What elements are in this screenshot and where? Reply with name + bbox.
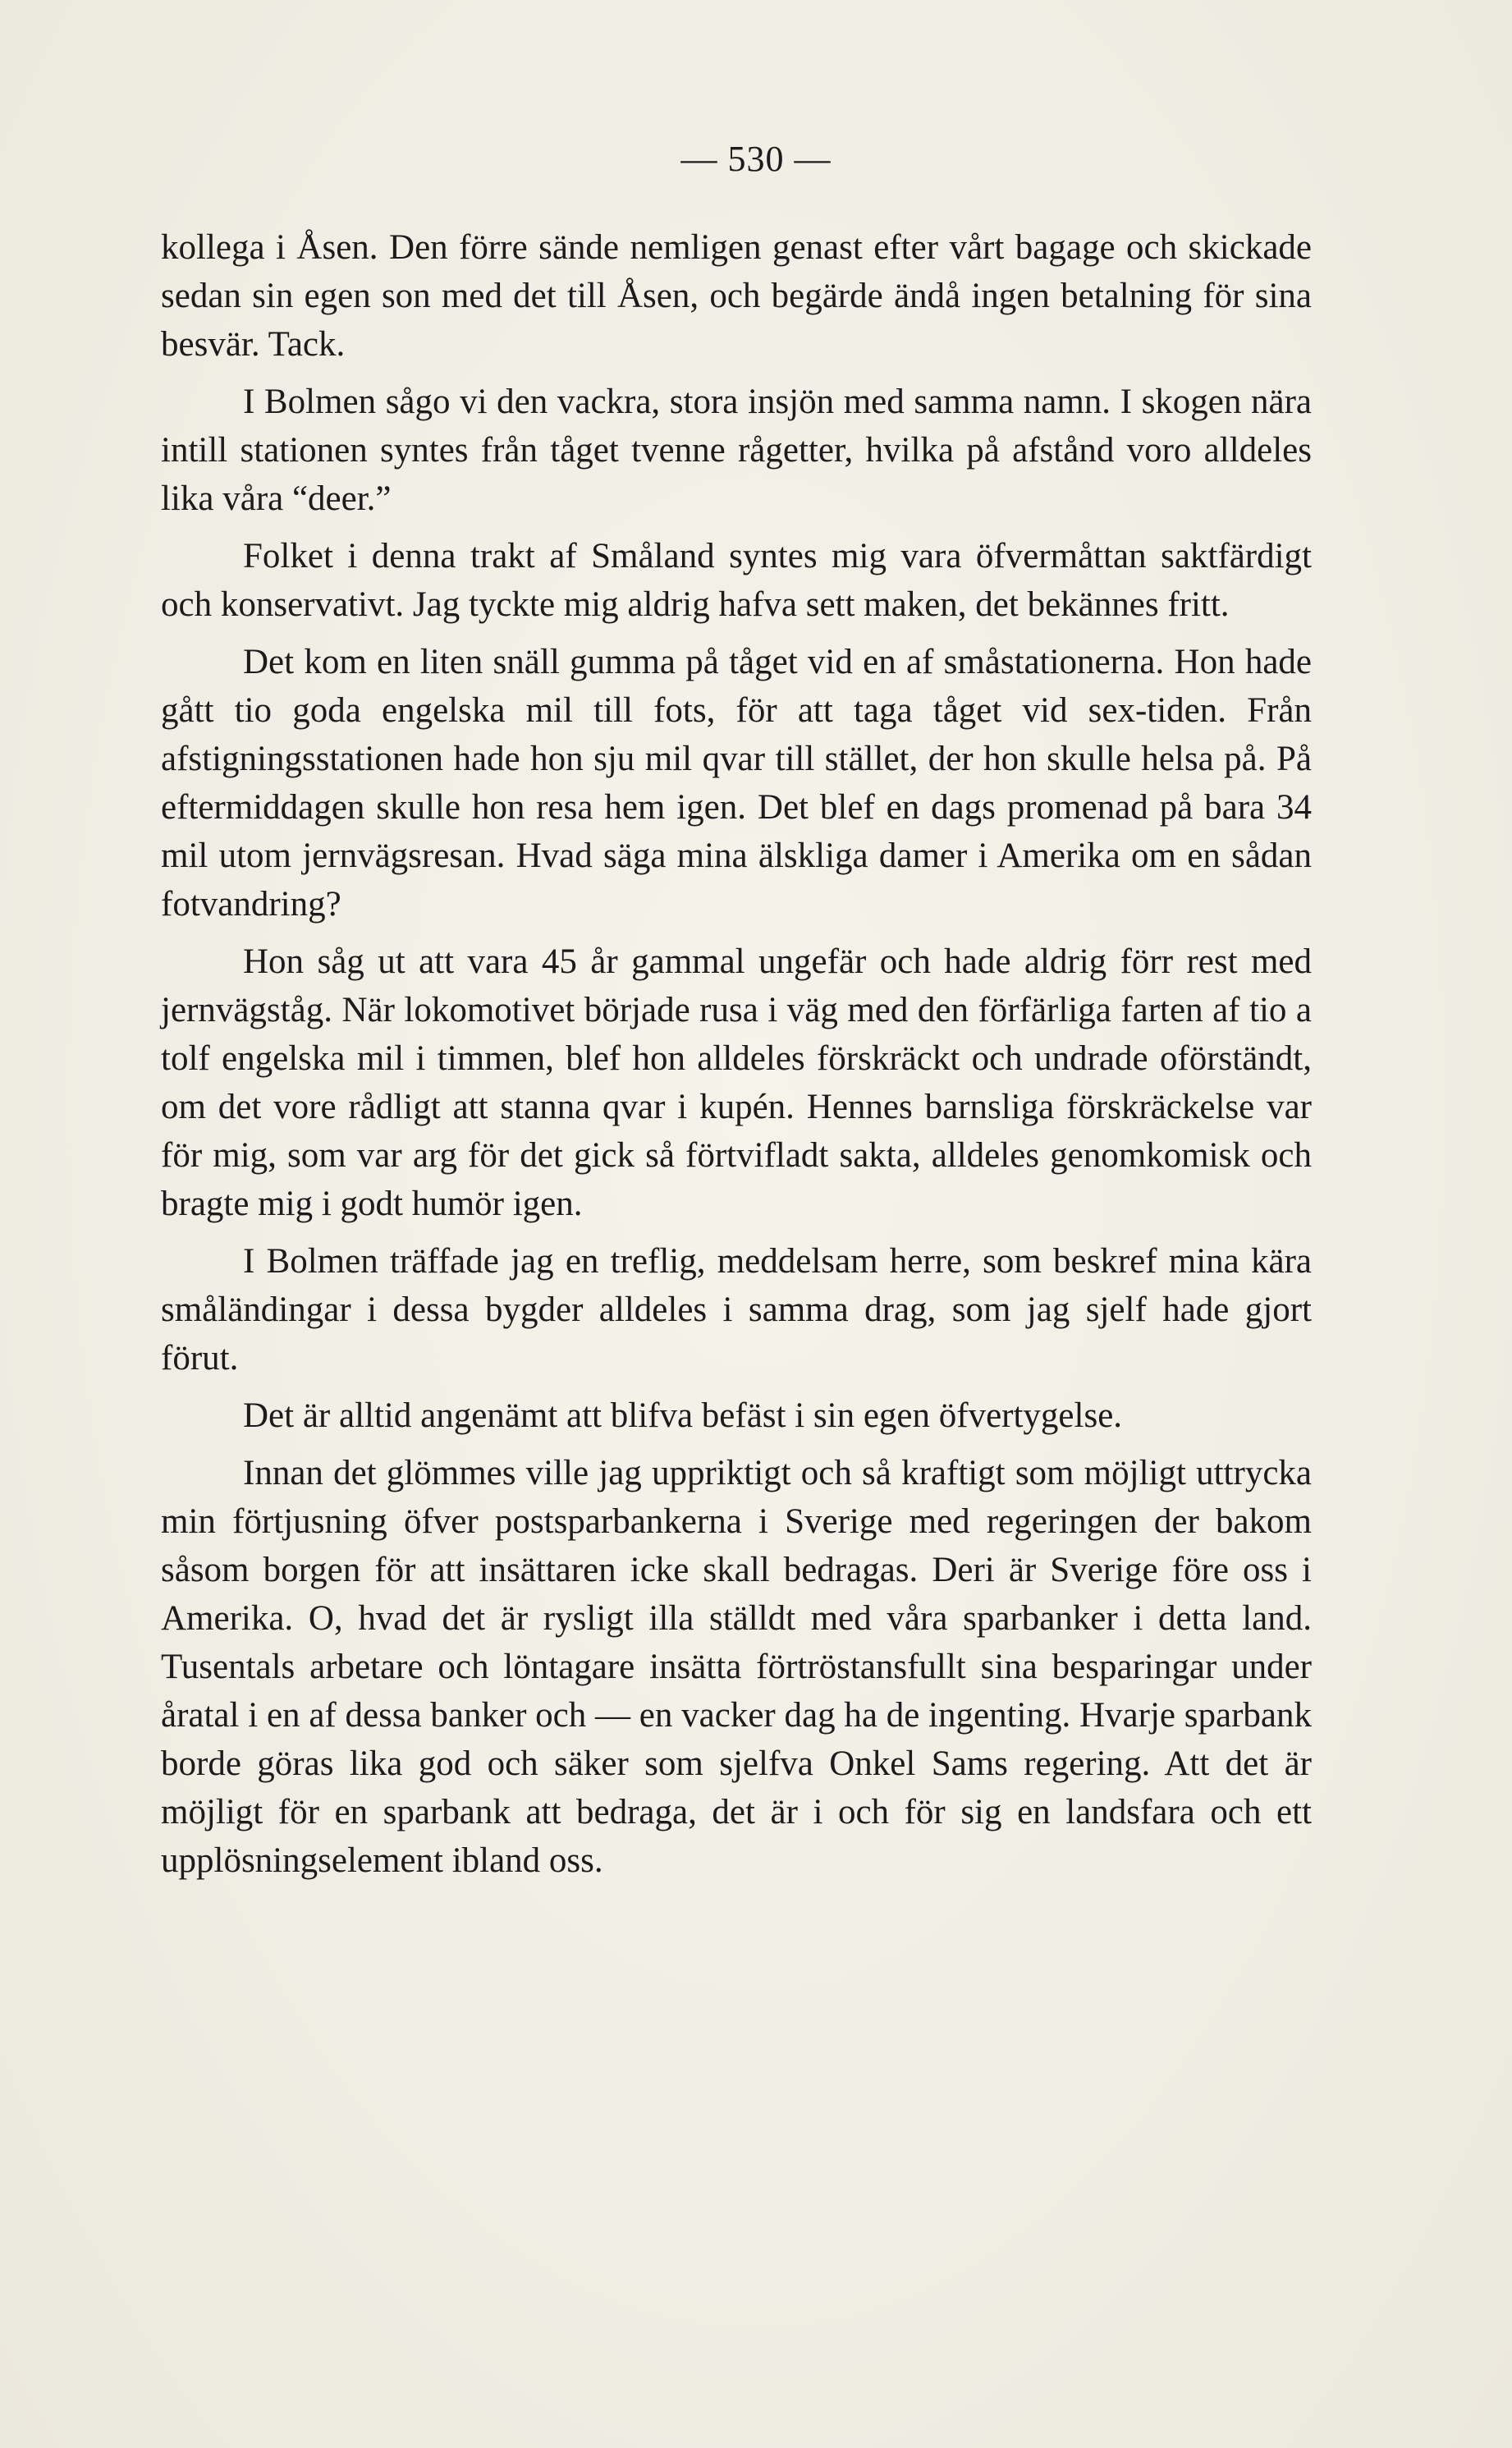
paragraph: I Bolmen träffade jag en treflig, meddelsam herre, som beskref mina kära småländingar i dessa bygder alldeles i samma drag, som jag sjelf hade gjort förut. <box>161 1242 1312 1378</box>
paragraph: Folket i denna trakt af Småland syntes mig vara öfvermåttan saktfärdigt och konservativt. Jag tyckte mig aldrig hafva sett maken, det bekännes fritt. <box>161 537 1312 624</box>
body-text <box>161 223 1312 1894</box>
paragraph: Det kom en liten snäll gumma på tåget vid en af småstationerna. Hon hade gått tio goda engelska mil till fots, för att taga tåget vid sex-tiden. Från afstigningsstationen hade hon sju mil qvar till stället, der hon skulle helsa på. På eftermiddagen skulle hon resa hem igen. Det blef en dags promenad på bara 34 mil utom jernvägsresan. Hvad säga mina älskliga damer i Amerika om en sådan fotvandring? <box>161 643 1312 924</box>
page-number-header: — 530 — <box>680 139 832 179</box>
paragraph: Det är alltid angenämt att blifva befäst i sin egen öfvertygelse. <box>243 1396 1123 1435</box>
paragraph: kollega i Åsen. Den förre sände nemligen genast efter vårt bagage och skickade sedan sin egen son med det till Åsen, och begärde ändå ingen betalning för sina besvär. Tack. <box>161 228 1312 364</box>
paragraph: Hon såg ut att vara 45 år gammal ungefär och hade aldrig förr rest med jernvägståg. När lokomotivet började rusa i väg med den förfärliga farten af tio a tolf engelska mil i timmen, blef hon alldeles förskräckt och undrade oförständt, om det vore rådligt att stanna qvar i kupén. Hennes barnsliga förskräckelse var för mig, som var arg för det gick så förtvifladt sakta, alldeles genomkomisk och bragte mig i godt humör igen. <box>161 942 1312 1223</box>
paragraph: Innan det glömmes ville jag uppriktigt och så kraftigt som möjligt uttrycka min förtjusning öfver postsparbankerna i Sverige med regeringen der bakom såsom borgen för att insättaren icke skall bedragas. Deri är Sverige före oss i Amerika. O, hvad det är rysligt illa ställdt med våra sparbanker i detta land. Tusentals arbetare och löntagare insätta förtröstansfullt sina besparingar under åratal i en af dessa banker och — en vacker dag ha de ingenting. Hvarje sparbank borde göras lika god och säker som sjelfva Onkel Sams regering. Att det är möjligt för en sparbank att bedraga, det är i och för sig en landsfara och ett upplösningselement ibland oss. <box>161 1454 1312 1880</box>
paragraph: I Bolmen sågo vi den vackra, stora insjön med samma namn. I skogen nära intill stationen syntes från tåget tvenne rågetter, hvilka på afstånd voro alldeles lika våra “deer.” <box>161 383 1312 518</box>
